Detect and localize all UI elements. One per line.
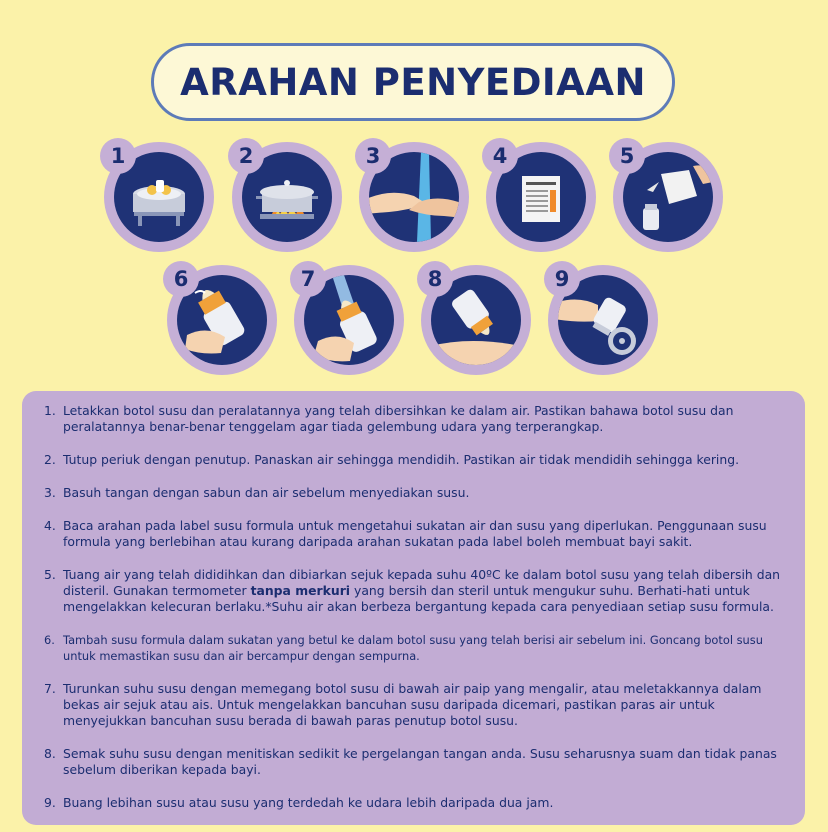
instructions-list bbox=[44, 403, 783, 811]
step-number: 7 bbox=[290, 261, 326, 297]
step-9 bbox=[548, 265, 658, 375]
step-number: 6 bbox=[163, 261, 199, 297]
step-number: 1 bbox=[100, 138, 136, 174]
step-3 bbox=[359, 142, 469, 252]
step-7 bbox=[294, 265, 404, 375]
instruction-item: 5. Tuang air yang telah dididihkan dan dibiarkan sejuk kepada suhu 40ºC ke dalam botol susu yang telah dibersih dan disteril. Gunakan termometer tanpa merkuri yang bersih dan steril untuk mengukur suhu. Berhati-hati untuk mengelakkan kelecuran berlaku.*Suhu air akan berbeza bergantung kepada cara penyediaan setiap susu formula. bbox=[44, 567, 783, 615]
instruction-item: 7. Turunkan suhu susu dengan memegang botol susu di bawah air paip yang mengalir, atau meletakkannya dalam bekas air sejuk atau ais. Untuk mengelakkan bancuhan susu daripada dicemari, pastikan paras air untuk menyejukkan bancuhan susu berada di bawah paras penutup botol susu. bbox=[44, 681, 783, 729]
page-title: ARAHAN PENYEDIAAN bbox=[180, 60, 646, 104]
instruction-item: 9. Buang lebihan susu atau susu yang terdedah ke udara lebih daripada dua jam. bbox=[44, 795, 783, 811]
instruction-text: Semak suhu susu dengan menitiskan sedikit ke pergelangan tangan anda. Susu seharusnya suam dan tidak panas sebelum diberikan kepada bayi. bbox=[63, 746, 777, 777]
step-5 bbox=[613, 142, 723, 252]
step-number: 9 bbox=[544, 261, 580, 297]
instruction-text: Letakkan botol susu dan peralatannya yang telah dibersihkan ke dalam air. Pastikan bahawa botol susu dan peralatannya benar-benar tenggelam agar tiada gelembung udara yang terperangkap. bbox=[63, 403, 734, 434]
step-1 bbox=[104, 142, 214, 252]
instruction-text: Tutup periuk dengan penutup. Panaskan air sehingga mendidih. Pastikan air tidak mendidih sehingga kering. bbox=[63, 452, 740, 467]
instruction-text: Baca arahan pada label susu formula untuk mengetahui sukatan air dan susu yang diperlukan. Penggunaan susu formula yang berlebihan atau kurang daripada arahan sukatan pada label boleh membuat bayi sakit. bbox=[63, 518, 767, 549]
emphasis-text: tanpa merkuri bbox=[250, 583, 351, 598]
instruction-item: 1. Letakkan botol susu dan peralatannya yang telah dibersihkan ke dalam air. Pastikan bahawa botol susu dan peralatannya benar-benar tenggelam agar tiada gelembung udara yang terperangkap. bbox=[44, 403, 783, 435]
instruction-text: Basuh tangan dengan sabun dan air sebelum menyediakan susu. bbox=[63, 485, 470, 500]
step-number: 3 bbox=[355, 138, 391, 174]
step-number: 5 bbox=[609, 138, 645, 174]
instruction-item: 3. Basuh tangan dengan sabun dan air sebelum menyediakan susu. bbox=[44, 485, 783, 501]
step-number: 4 bbox=[482, 138, 518, 174]
instruction-text: Buang lebihan susu atau susu yang terdedah ke udara lebih daripada dua jam. bbox=[63, 795, 554, 810]
step-4 bbox=[486, 142, 596, 252]
step-number: 8 bbox=[417, 261, 453, 297]
step-8 bbox=[421, 265, 531, 375]
instruction-text: Tuang air yang telah dididihkan dan dibiarkan sejuk kepada suhu 40ºC ke dalam botol susu yang telah dibersih dan disteril. Gunakan termometer tanpa merkuri yang bersih dan steril untuk mengukur suhu. Berhati-hati untuk mengelakkan kelecuran berlaku.*Suhu air akan berbeza bergantung kepada cara penyediaan setiap susu formula. bbox=[63, 567, 781, 614]
instructions-panel bbox=[22, 391, 805, 825]
instruction-item: 2. Tutup periuk dengan penutup. Panaskan air sehingga mendidih. Pastikan air tidak mendidih sehingga kering. bbox=[44, 452, 783, 468]
step-number: 2 bbox=[228, 138, 264, 174]
instruction-item: 8. Semak suhu susu dengan menitiskan sedikit ke pergelangan tangan anda. Susu seharusnya suam dan tidak panas sebelum diberikan kepada bayi. bbox=[44, 746, 783, 778]
step-6 bbox=[167, 265, 277, 375]
step-2 bbox=[232, 142, 342, 252]
title-banner bbox=[151, 43, 675, 121]
instruction-item: 6. Tambah susu formula dalam sukatan yang betul ke dalam botol susu yang telah berisi air sebelum ini. Goncang botol susu untuk memastikan susu dan air bercampur dengan sempurna. bbox=[44, 632, 783, 664]
instruction-text: Tambah susu formula dalam sukatan yang betul ke dalam botol susu yang telah berisi air sebelum ini. Goncang botol susu untuk memastikan susu dan air bercampur dengan sempurna. bbox=[63, 633, 763, 663]
instruction-item: 4. Baca arahan pada label susu formula untuk mengetahui sukatan air dan susu yang diperlukan. Penggunaan susu formula yang berlebihan atau kurang daripada arahan sukatan pada label boleh membuat bayi sakit. bbox=[44, 518, 783, 550]
instruction-text: Turunkan suhu susu dengan memegang botol susu di bawah air paip yang mengalir, atau meletakkannya dalam bekas air sejuk atau ais. Untuk mengelakkan bancuhan susu daripada dicemari, pastikan paras air untuk menyejukkan bancuhan susu berada di bawah paras penutup botol susu. bbox=[63, 681, 762, 728]
